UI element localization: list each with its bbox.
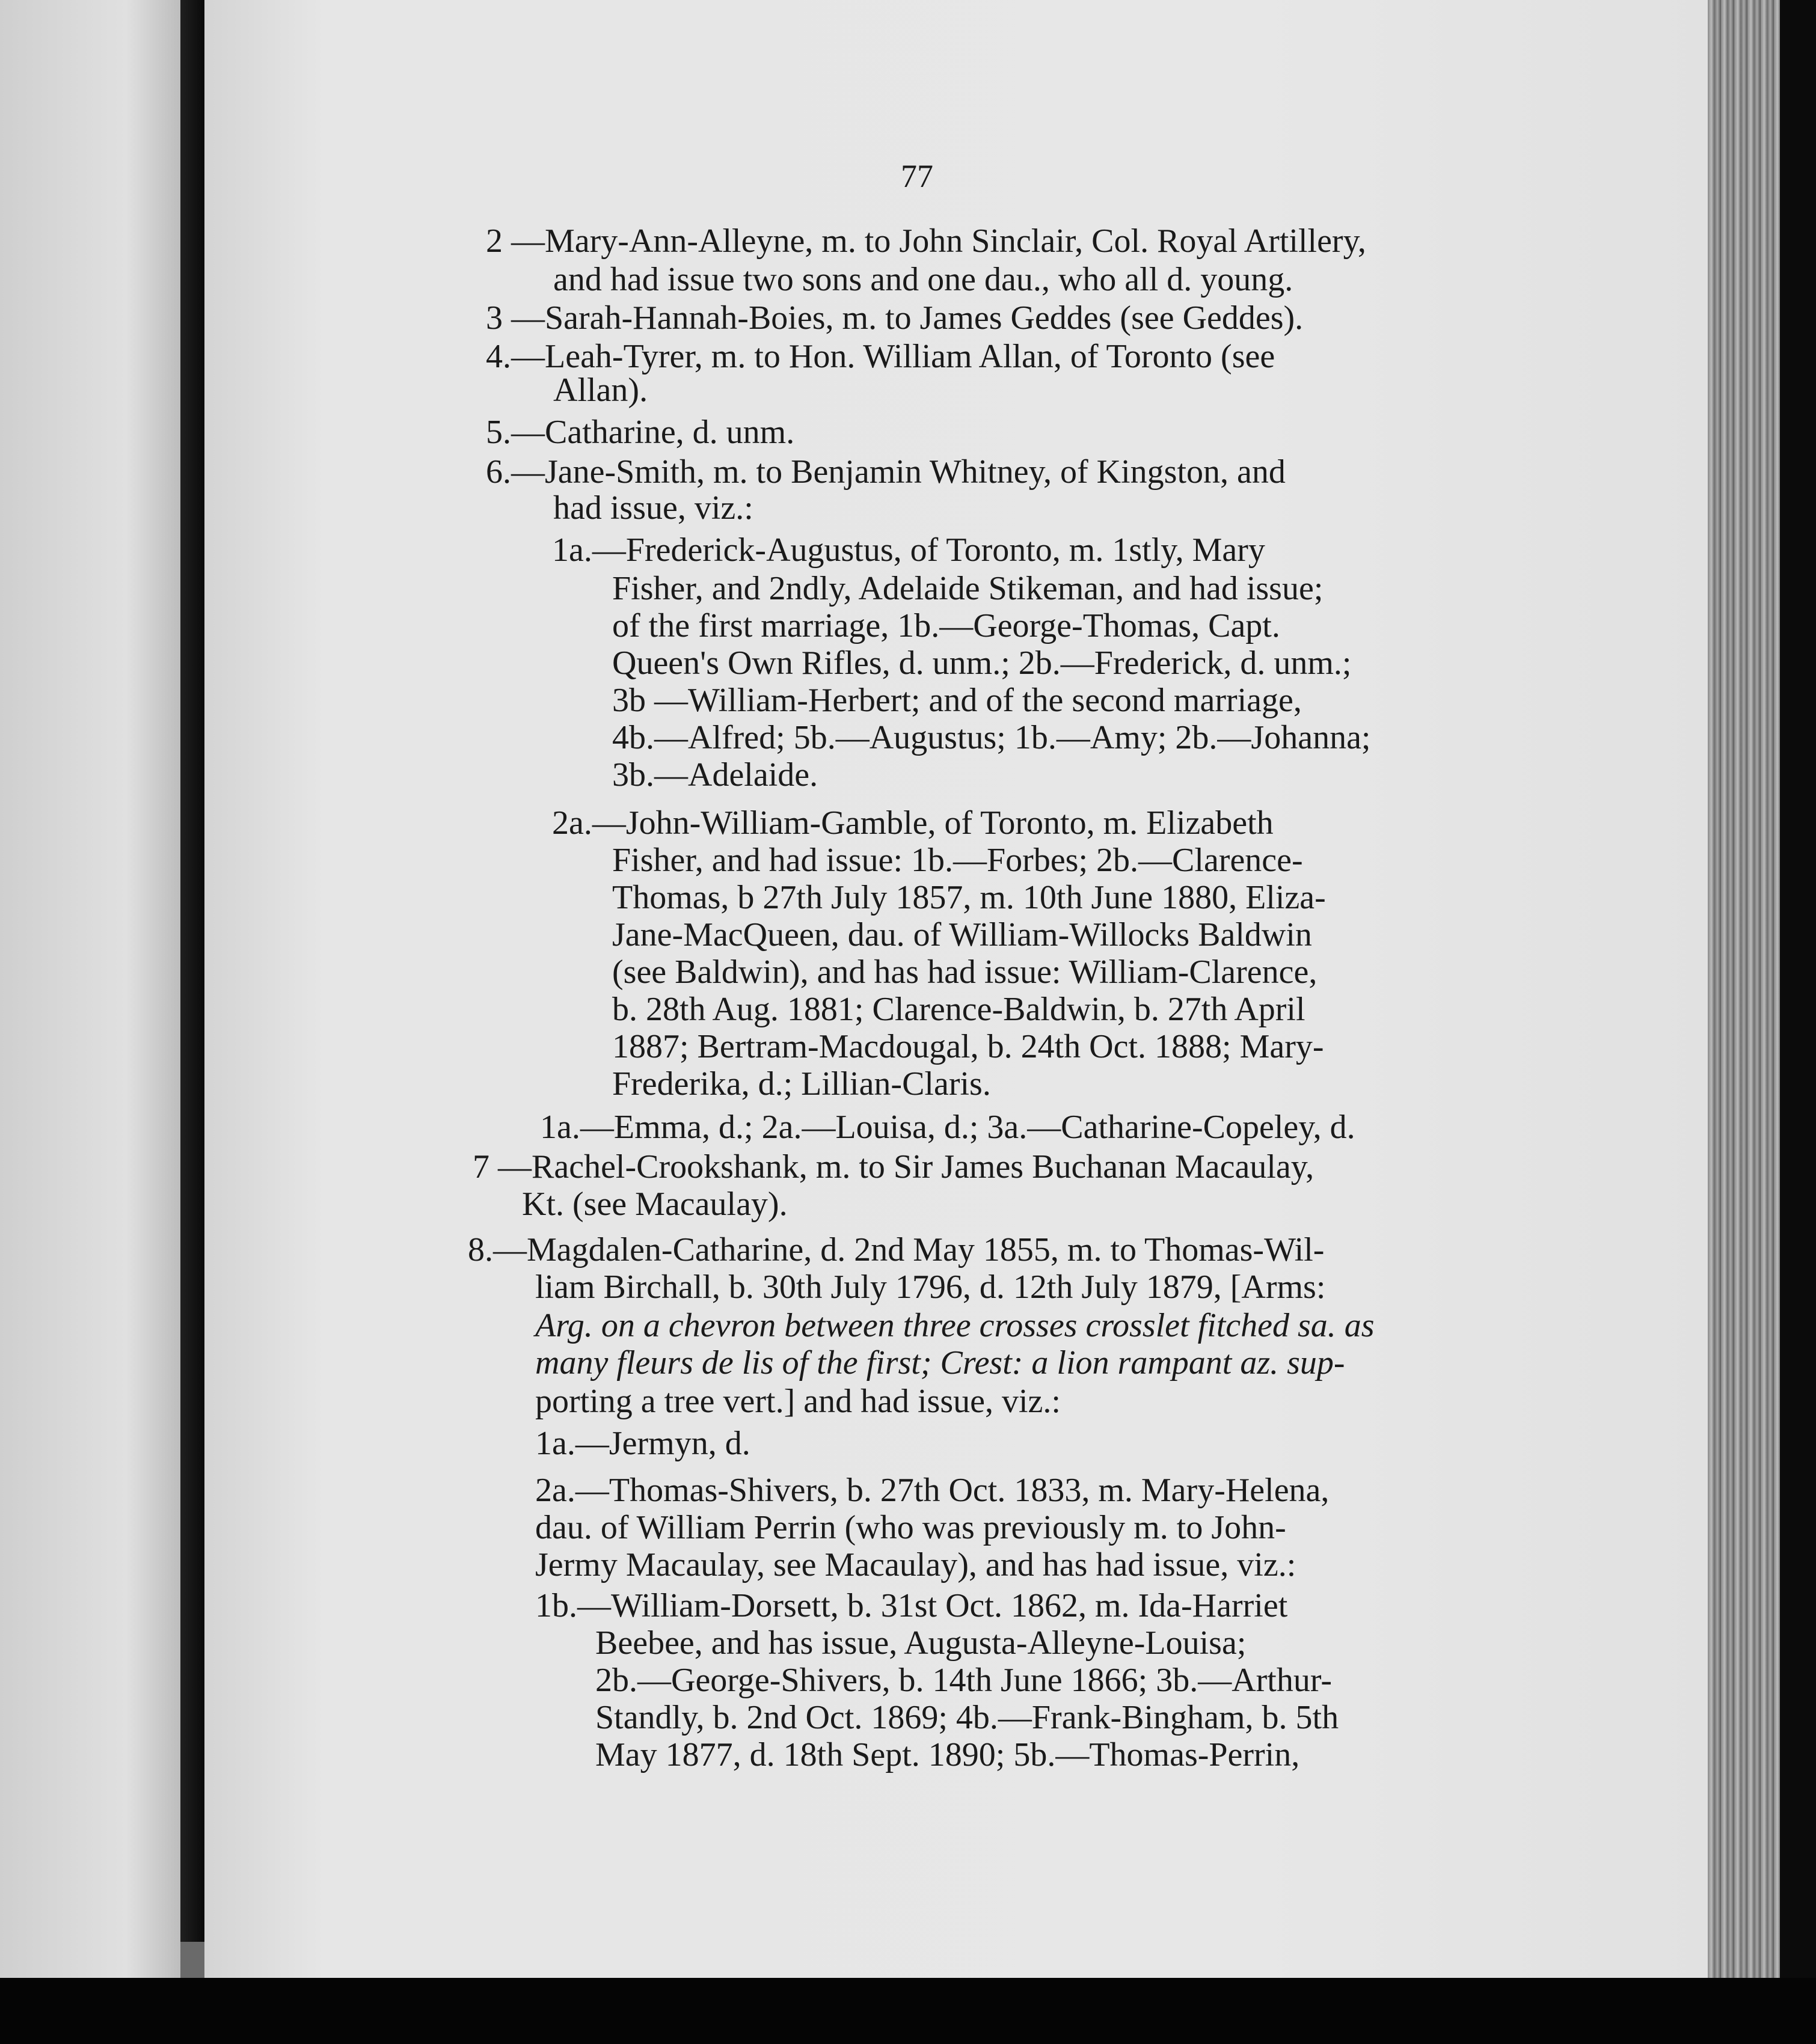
text-line: 3b —William-Herbert; and of the second marriage, [612, 682, 1302, 719]
text-line: 1a.—Emma, d.; 2a.—Louisa, d.; 3a.—Catharine-Copeley, d. [540, 1109, 1355, 1146]
text-line: 2 —Mary-Ann-Alleyne, m. to John Sinclair, Col. Royal Artillery, [486, 222, 1366, 260]
text-line: Frederika, d.; Lillian-Claris. [612, 1065, 991, 1103]
scan-border-bottom [0, 1978, 1816, 2044]
text-line: many fleurs de lis of the first; Crest: a lion rampant az. sup- [535, 1344, 1345, 1382]
text-line: 3 —Sarah-Hannah-Boies, m. to James Geddes (see Geddes). [486, 299, 1304, 337]
page-number: 77 [901, 158, 933, 194]
text-line: Fisher, and had issue: 1b.—Forbes; 2b.—Clarence- [612, 842, 1303, 879]
text-line: 5.—Catharine, d. unm. [486, 414, 795, 451]
text-line: 2a.—Thomas-Shivers, b. 27th Oct. 1833, m. Mary-Helena, [535, 1472, 1330, 1509]
text-line: (see Baldwin), and has had issue: William-Clarence, [612, 953, 1318, 991]
text-line: Queen's Own Rifles, d. unm.; 2b.—Frederick, d. unm.; [612, 644, 1352, 682]
text-line: 8.—Magdalen-Catharine, d. 2nd May 1855, m. to Thomas-Wil- [468, 1231, 1325, 1268]
text-line: Fisher, and 2ndly, Adelaide Stikeman, and had issue; [612, 570, 1324, 607]
text-line: 1887; Bertram-Macdougal, b. 24th Oct. 1888; Mary- [612, 1028, 1324, 1065]
text-line: had issue, viz.: [553, 489, 753, 527]
text-line: and had issue two sons and one dau., who all d. young. [553, 261, 1293, 298]
text-line: 1b.—William-Dorsett, b. 31st Oct. 1862, m. Ida-Harriet [535, 1587, 1288, 1624]
text-line: 2a.—John-William-Gamble, of Toronto, m. Elizabeth [552, 804, 1274, 842]
text-line: 6.—Jane-Smith, m. to Benjamin Whitney, of Kingston, and [486, 453, 1286, 491]
text-line: 7 —Rachel-Crookshank, m. to Sir James Buchanan Macaulay, [473, 1148, 1314, 1186]
text-line: Thomas, b 27th July 1857, m. 10th June 1880, Eliza- [612, 879, 1326, 916]
text-line: 1a.—Frederick-Augustus, of Toronto, m. 1stly, Mary [552, 531, 1265, 569]
text-line: b. 28th Aug. 1881; Clarence-Baldwin, b. 27th April [612, 991, 1305, 1028]
text-line: porting a tree vert.] and had issue, viz.: [535, 1383, 1061, 1420]
text-line: May 1877, d. 18th Sept. 1890; 5b.—Thomas-Perrin, [595, 1736, 1300, 1773]
text-line: Jermy Macaulay, see Macaulay), and has had issue, viz.: [535, 1546, 1296, 1583]
text-line: 4.—Leah-Tyrer, m. to Hon. William Allan, of Toronto (see [486, 338, 1275, 375]
text-line: 1a.—Jermyn, d. [535, 1425, 750, 1462]
text-line: 4b.—Alfred; 5b.—Augustus; 1b.—Amy; 2b.—Johanna; [612, 719, 1371, 756]
text-line: dau. of William Perrin (who was previously m. to John- [535, 1509, 1286, 1546]
text-line: Beebee, and has issue, Augusta-Alleyne-Louisa; [595, 1624, 1247, 1662]
text-line: Kt. (see Macaulay). [522, 1186, 788, 1223]
text-line: 3b.—Adelaide. [612, 756, 818, 794]
text-line: of the first marriage, 1b.—George-Thomas, Capt. [612, 607, 1280, 644]
text-line: Allan). [553, 372, 648, 409]
text-line: Jane-MacQueen, dau. of William-Willocks Baldwin [612, 916, 1312, 953]
text-line: 2b.—George-Shivers, b. 14th June 1866; 3b.—Arthur- [595, 1662, 1333, 1699]
text-line: liam Birchall, b. 30th July 1796, d. 12th July 1879, [Arms: [535, 1268, 1326, 1306]
text-line: Arg. on a chevron between three crosses crosslet fitched sa. as [535, 1307, 1375, 1344]
text-line: Standly, b. 2nd Oct. 1869; 4b.—Frank-Bingham, b. 5th [595, 1699, 1339, 1736]
